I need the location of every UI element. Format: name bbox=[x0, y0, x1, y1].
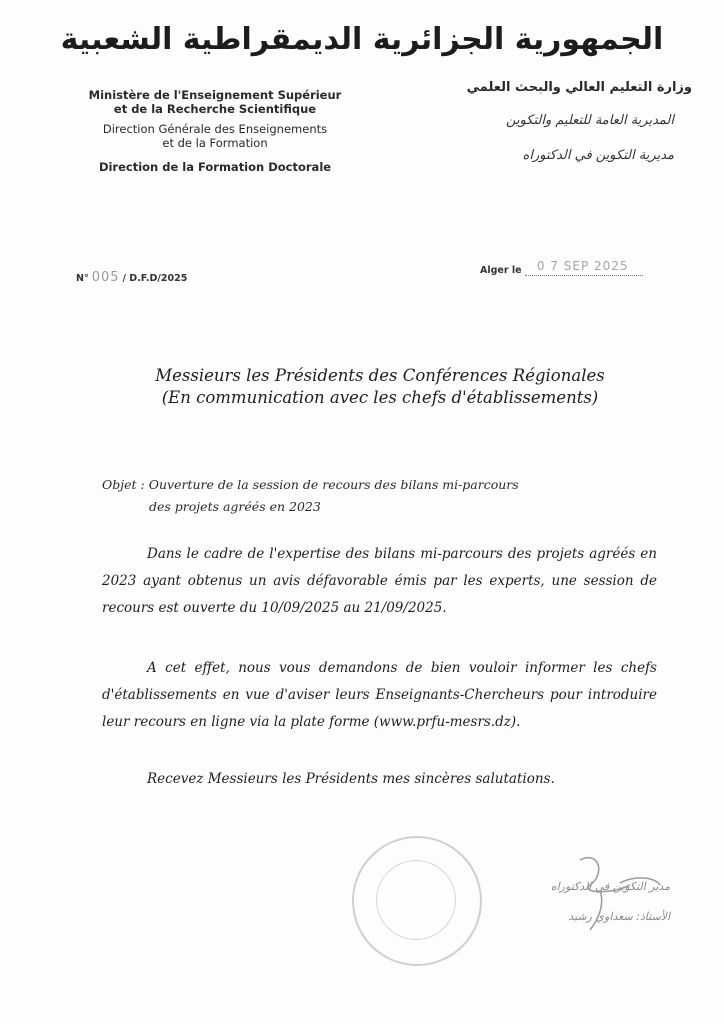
direction-ar: مديرية التكوين في الدكتوراه bbox=[522, 148, 674, 163]
direction-generale-fr: Direction Générale des Enseignements et de la Formation bbox=[102, 122, 328, 150]
signatory-name: الأستاذ: سعداوي رشيد bbox=[568, 910, 670, 923]
subject-label: Objet : bbox=[102, 477, 145, 492]
ministry-fr: Ministère de l'Enseignement Supérieur et de la Recherche Scientifique bbox=[88, 88, 342, 116]
body-paragraph-1: Dans le cadre de l'expertise des bilans mi-parcours des projets agréés en 2023 ayant obtenus un avis défavorable émis par les experts, une session de recours est ouverte du 10/09/2025 au 21/09/2025. bbox=[102, 546, 657, 616]
arabic-header bbox=[396, 80, 696, 183]
french-header bbox=[70, 88, 360, 180]
stamp-inner-ring bbox=[376, 860, 456, 940]
addressee-line1: Messieurs les Présidents des Conférences Régionales bbox=[155, 366, 605, 385]
addressee-line2: (En communication avec les chefs d'établissements) bbox=[161, 388, 599, 407]
direction-fr: Direction de la Formation Doctorale bbox=[98, 160, 332, 174]
subject bbox=[102, 474, 622, 518]
direction-generale-ar: المديرية العامة للتعليم والتكوين bbox=[506, 113, 674, 128]
subject-line1: Ouverture de la session de recours des bilans mi-parcours bbox=[148, 477, 519, 492]
date-field bbox=[525, 259, 643, 276]
subject-line2: des projets agréés en 2023 bbox=[149, 499, 321, 514]
letter-date bbox=[480, 259, 643, 276]
body-paragraph-2: A cet effet, nous vous demandons de bien vouloir informer les chefs d'établissements en vue d'aviser leurs Enseignants-Chercheurs pour introduire leur recours en ligne via la plate forme (www.prfu-mesrs.dz). bbox=[102, 660, 657, 730]
closing-salutation: Recevez Messieurs les Présidents mes sincères salutations. bbox=[147, 771, 555, 787]
ministry-ar: وزارة التعليم العالي والبحث العلمي bbox=[466, 80, 692, 95]
signatory-title: مدير التكوين في الدكتوراه bbox=[550, 880, 670, 893]
handwritten-signature bbox=[560, 845, 670, 935]
addressee bbox=[100, 365, 660, 409]
reference-prefix: N° bbox=[76, 273, 89, 284]
date-label: Alger le bbox=[480, 265, 522, 276]
republic-title-ar: الجمهورية الجزائرية الديمقراطية الشعبية bbox=[60, 22, 664, 57]
reference-suffix: / D.F.D/2025 bbox=[122, 273, 188, 284]
reference-number bbox=[76, 270, 187, 285]
date-stamp: 0 7 SEP 2025 bbox=[536, 259, 629, 273]
reference-value: 005 bbox=[91, 270, 120, 285]
